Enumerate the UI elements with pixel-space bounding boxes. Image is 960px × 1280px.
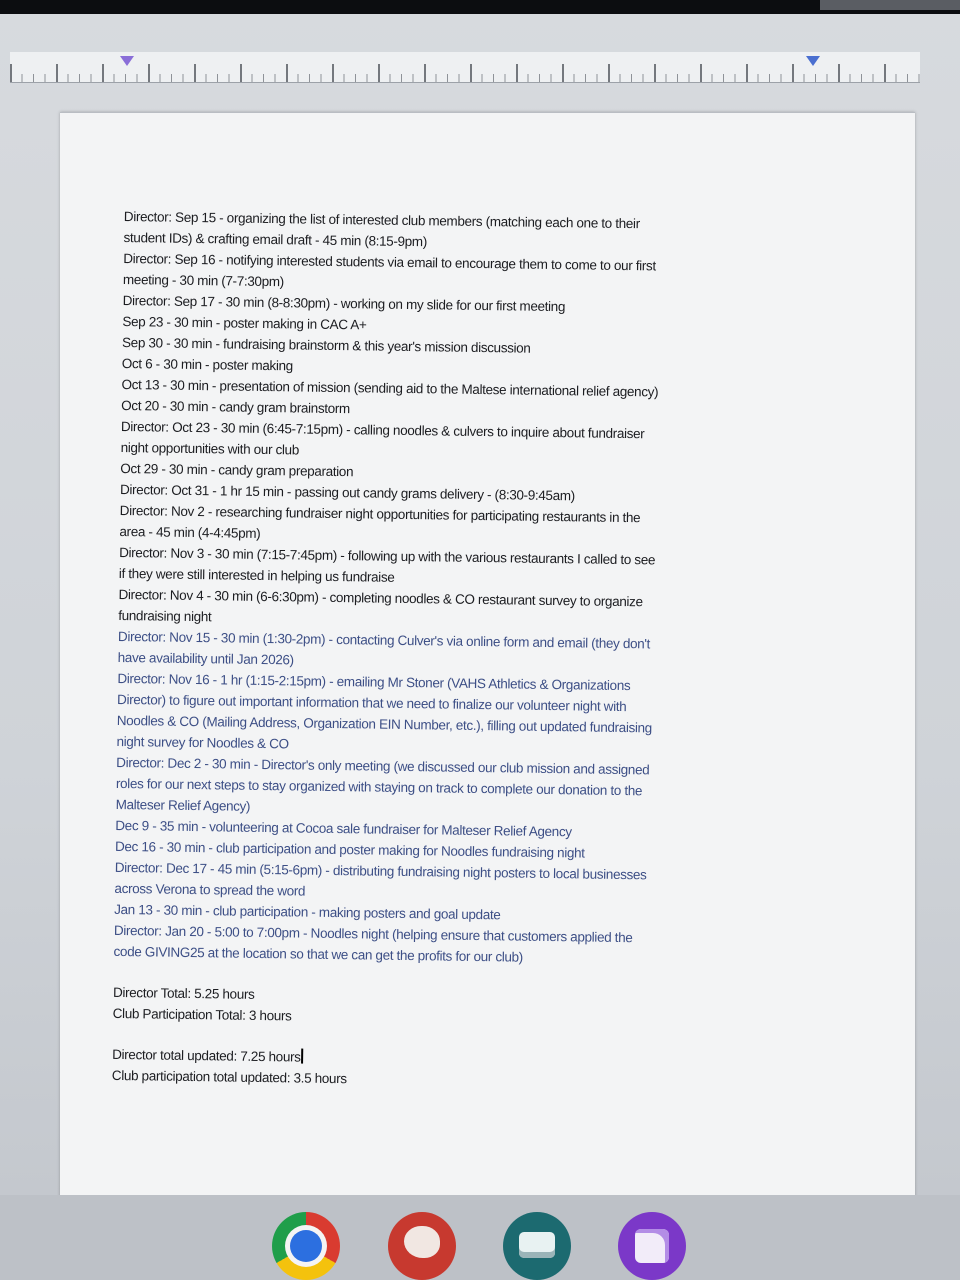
paint-icon[interactable] — [388, 1212, 456, 1280]
document-line: have availability until Jan 2026) — [117, 649, 294, 668]
document-line: if they were still interested in helping us fundraise — [118, 565, 395, 585]
document-line: Director: Sep 17 - 30 min (8-8:30pm) - working on my slide for our first meeting — [122, 292, 566, 315]
document-line: Director: Nov 4 - 30 min (6-6:30pm) - completing noodles & CO restaurant survey to organize — [118, 586, 643, 610]
left-indent-marker-icon[interactable] — [120, 56, 134, 66]
document-line: Director: Oct 23 - 30 min (6:45-7:15pm) - calling noodles & culvers to inquire about fundraiser — [120, 418, 645, 442]
document-line: night survey for Noodles & CO — [116, 733, 289, 752]
document-line: Director: Sep 16 - notifying interested students via email to encourage them to come to our first — [123, 250, 656, 274]
document-line: meeting - 30 min (7-7:30pm) — [122, 271, 284, 290]
document-line: Director: Sep 15 - organizing the list of interested club members (matching each one to their — [123, 208, 640, 232]
chrome-icon[interactable] — [272, 1212, 340, 1280]
document-line: Oct 13 - 30 min - presentation of mission (sending aid to the Maltese international relief agency) — [121, 376, 659, 400]
document-line: code GIVING25 at the location so that we can get the profits for our club) — [113, 943, 523, 965]
document-line: fundraising night — [118, 607, 212, 625]
document-line: Oct 20 - 30 min - candy gram brainstorm — [121, 397, 350, 417]
document-line: Oct 6 - 30 min - poster making — [121, 355, 293, 374]
document-line: Dec 9 - 35 min - volunteering at Cocoa sale fundraiser for Malteser Relief Agency — [115, 817, 572, 840]
document-line: Director: Dec 17 - 45 min (5:15-6pm) - distributing fundraising night posters to local businesses — [114, 859, 647, 883]
document-line: area - 45 min (4-4:45pm) — [119, 523, 261, 541]
screencast-icon[interactable] — [618, 1212, 686, 1280]
taskbar-shelf — [0, 1195, 960, 1280]
document-ruler[interactable] — [10, 52, 920, 83]
text-cursor — [302, 1049, 304, 1064]
document-line: Malteser Relief Agency) — [115, 796, 251, 814]
document-line: across Verona to spread the word — [114, 880, 306, 899]
updated-total-text: Director total updated: 7.25 hours — [112, 1046, 301, 1065]
document-line: Sep 23 - 30 min - poster making in CAC A+ — [122, 313, 367, 333]
document-line: Oct 29 - 30 min - candy gram preparation — [120, 460, 354, 480]
top-bar — [0, 0, 960, 14]
right-indent-marker-icon[interactable] — [806, 56, 820, 66]
total-line: Director Total: 5.25 hours — [112, 984, 255, 1002]
document-line: Director: Oct 31 - 1 hr 15 min - passing out candy grams delivery - (8:30-9:45am) — [119, 481, 575, 504]
updated-total-text: Club participation total updated: 3.5 hours — [111, 1067, 347, 1087]
document-line: Director: Nov 15 - 30 min (1:30-2pm) - contacting Culver's via online form and email (they don't — [117, 628, 651, 652]
document-line: roles for our next steps to stay organized with staying on track to complete our donation to the — [115, 775, 643, 799]
document-line: night opportunities with our club — [120, 439, 300, 458]
document-line: student IDs) & crafting email draft - 45 min (8:15-9pm) — [123, 229, 428, 250]
document-line: Director) to figure out important information that we need to finalize our volunteer night with — [117, 691, 627, 715]
document-line: Jan 13 - 30 min - club participation - making posters and goal update — [114, 901, 501, 923]
document-line: Dec 16 - 30 min - club participation and poster making for Noodles fundraising night — [114, 838, 585, 861]
document-body[interactable] — [112, 206, 814, 1096]
document-line: Director: Jan 20 - 5:00 to 7:00pm - Noodles night (helping ensure that customers applied the — [113, 922, 633, 946]
document-line: Sep 30 - 30 min - fundraising brainstorm & this year's mission discussion — [121, 334, 531, 356]
total-line: Club Participation Total: 3 hours — [112, 1005, 292, 1024]
document-line: Director: Dec 2 - 30 min - Director's only meeting (we discussed our club mission and assigned — [116, 754, 650, 778]
ruler-ticks — [10, 64, 920, 82]
document-line: Director: Nov 16 - 1 hr (1:15-2:15pm) - emailing Mr Stoner (VAHS Athletics & Organizations — [117, 670, 631, 694]
top-bar-strip — [820, 0, 960, 10]
document-line: Noodles & CO (Mailing Address, Organization EIN Number, etc.), filling out updated fundraising — [116, 712, 653, 736]
wallet-icon[interactable] — [503, 1212, 571, 1280]
document-line: Director: Nov 2 - researching fundraiser night opportunities for participating restaurants in the — [119, 502, 641, 526]
document-line: Director: Nov 3 - 30 min (7:15-7:45pm) - following up with the various restaurants I called to see — [119, 544, 656, 568]
